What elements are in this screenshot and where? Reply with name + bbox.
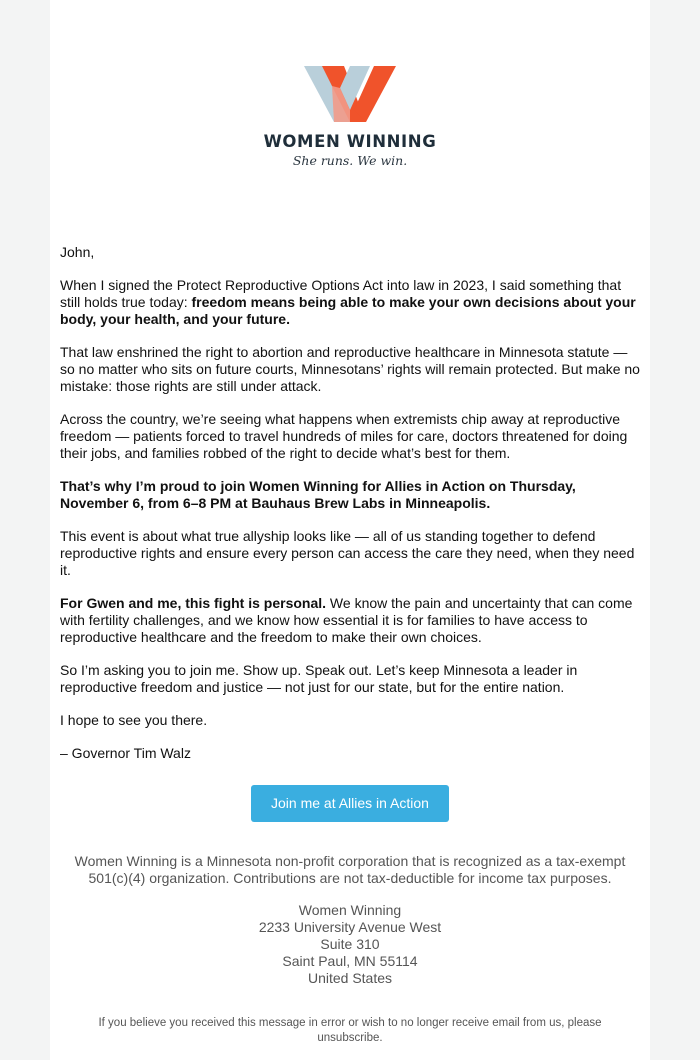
unsubscribe-link[interactable]: unsubscribe [317,1032,380,1044]
join-allies-in-action-button[interactable]: Join me at Allies in Action [251,785,449,822]
paragraph: This event is about what true allyship looks like — all of us standing together to defend reproductive rights and ensure every person can access the care they need, when they need it. [60,528,635,578]
brand-tagline: She runs. We win. [292,153,408,168]
paragraph: Across the country, we’re seeing what happens when extremists chip away at reproductive freedom — patients forced to travel hundreds of miles for care, doctors threatened for doing their jobs, and families robbed of the right to decide what’s best for them. [60,411,628,461]
paragraph: That’s why I’m proud to join Women Winning for Allies in Action on Thursday, November 6, from 6–8 PM at Bauhaus Brew Labs in Minneapolis. [60,478,576,511]
greeting: John, [60,244,95,260]
mailing-address: Women Winning 2233 University Avenue West Suite 310 Saint Paul, MN 55114 United States [258,902,442,986]
women-winning-logo [50,66,650,168]
email-body [50,0,650,1060]
paragraph: That law enshrined the right to abortion and reproductive healthcare in Minnesota statute — so no matter who sits on future courts, Minnesotans’ rights will remain protected. But make no mistake: those rights are still under attack. [60,344,640,394]
letter-body [60,244,642,778]
signature: – Governor Tim Walz [60,745,191,761]
disclaimer: Women Winning is a Minnesota non-profit corporation that is recognized as a tax-exempt 501(c)(4) organization. Contributions are not tax-deductible for income tax purposes. [74,853,626,886]
paragraph: When I signed the Protect Reproductive Options Act into law in 2023, I said something that still holds true today: freedom means being able to make your own decisions about your body, your health, and your future. [60,277,636,327]
paragraph: So I’m asking you to join me. Show up. Speak out. Let’s keep Minnesota a leader in reproductive freedom and justice — not just for our state, but for the entire nation. [60,662,578,695]
brand-name: WOMEN WINNING [263,132,437,151]
paragraph: I hope to see you there. [60,712,208,728]
w-logo-icon [304,66,396,122]
unsubscribe-notice: If you believe you received this message in error or wish to no longer receive email from us, please unsubscribe. [98,1017,602,1044]
paragraph: For Gwen and me, this fight is personal. We know the pain and uncertainty that can come with fertility challenges, and we know how essential it is for families to have access to reproductive healthcare and the freedom to make their own choices. [60,595,633,645]
